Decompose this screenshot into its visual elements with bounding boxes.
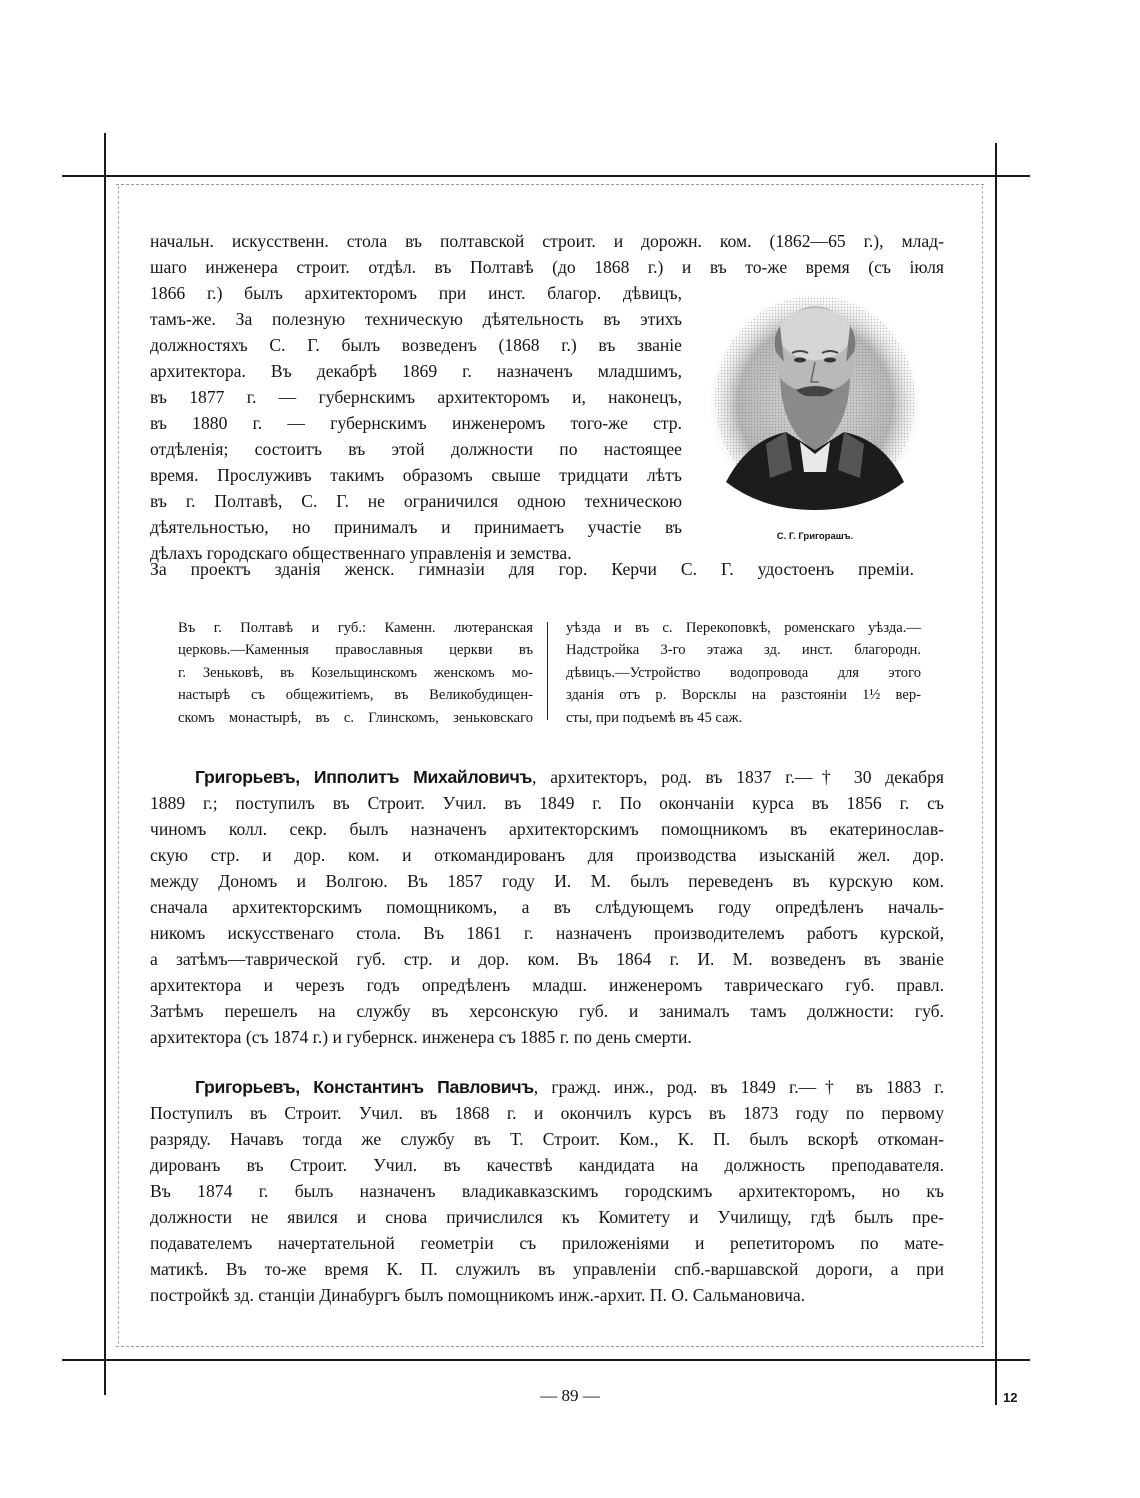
- text-line: въ 1880 г. — губернскимъ инженеромъ того-же стр.: [150, 413, 682, 433]
- text-line: дѣятельностью, но принималъ и принимаетъ участіе въ: [150, 517, 682, 537]
- intro-full-lines: [150, 228, 944, 280]
- text-line: церковь.—Каменныя православныя церкви въ: [178, 642, 533, 659]
- text-line: время. Прослуживъ такимъ образомъ свыше тридцати лѣтъ: [150, 465, 682, 485]
- text-line: разряду. Начавъ тогда же службу въ Т. Строит. Ком., К. П. былъ вскорѣ откоман-: [150, 1129, 944, 1149]
- entry-grigoriev-konstantin: [150, 1074, 944, 1308]
- inner-left-dashed-rule: [118, 186, 119, 1344]
- column-divider: [547, 622, 548, 720]
- text-line: архитектора (съ 1874 г.) и губернск. инженера съ 1885 г. по день смерти.: [150, 1027, 692, 1047]
- entry-first-line-rest: , архитекторъ, род. въ 1837 г.—† 30 декабря: [532, 767, 944, 787]
- text-line: а затѣмъ—таврической губ. стр. и дор. ком. Въ 1864 г. И. М. возведенъ въ званіе: [150, 949, 944, 969]
- inner-top-dashed-rule: [116, 184, 984, 185]
- text-line: За проектъ зданія женск. гимназіи для гор. Керчи С. Г. удостоенъ преміи.: [150, 559, 914, 579]
- text-line: скую стр. и дор. ком. и откомандированъ для производства изысканій жел. дор.: [150, 845, 944, 865]
- portrait-image: [708, 282, 922, 510]
- text-line: постройкѣ зд. станціи Динабургъ былъ помощникомъ инж.-архит. П. О. Сальмановича.: [150, 1285, 806, 1305]
- text-line: сначала архитекторскимъ помощникомъ, а въ слѣдующемъ году опредѣленъ началь-: [150, 897, 944, 917]
- text-line: архитектора и черезъ годъ опредѣленъ младш. инженеромъ таврическаго губ. правл.: [150, 975, 944, 995]
- frame-left-vertical: [104, 133, 106, 1395]
- portrait-caption: С. Г. Григорашъ.: [776, 531, 854, 542]
- text-line: скомъ монастырѣ, въ с. Глинскомъ, зеньковскаго: [178, 709, 533, 726]
- text-line: 1889 г.; поступилъ въ Строит. Учил. въ 1849 г. По окончаніи курса въ 1856 г. съ: [150, 793, 944, 813]
- text-line: Надстройка 3-го этажа зд. инст. благородн.: [566, 642, 921, 659]
- sheet-number: 12: [1003, 1390, 1018, 1405]
- text-line: матикѣ. Въ то-же время К. П. служилъ въ управленіи спб.-варшавской дороги, а при: [150, 1259, 944, 1279]
- text-line: начальн. искусственн. стола въ полтавской строит. и дорожн. ком. (1862—65 г.), млад-: [150, 231, 944, 251]
- text-line: дѣвицъ.—Устройство водопровода для этого: [566, 664, 921, 681]
- text-line: между Дономъ и Волгою. Въ 1857 году И. М. былъ переведенъ въ курскую ком.: [150, 871, 944, 891]
- text-line: чиномъ колл. секр. былъ назначенъ архитекторскимъ помощникомъ въ екатеринослав-: [150, 819, 944, 839]
- frame-right-vertical: [995, 143, 997, 1405]
- text-line: дированъ въ Строит. Учил. въ качествѣ кандидата на должность преподавателя.: [150, 1155, 944, 1175]
- text-line: Въ 1874 г. былъ назначенъ владикавказскимъ городскимъ архитекторомъ, но къ: [150, 1181, 944, 1201]
- entry-first-line: [150, 764, 944, 790]
- entry-grigoriev-ippolit: [150, 764, 944, 1050]
- text-line: дѣлахъ городскаго общественнаго управленія и земства.: [150, 543, 572, 563]
- frame-bottom-rule: [62, 1359, 1030, 1361]
- text-line: уѣзда и въ с. Перекоповкѣ, роменскаго уѣзда.—: [566, 620, 921, 636]
- text-line: Въ г. Полтавѣ и губ.: Каменн. лютеранская: [178, 620, 533, 636]
- text-line: должности не явился и снова причислился къ Комитету и Училищу, гдѣ былъ пре-: [150, 1207, 944, 1227]
- text-line: зданія отъ р. Ворсклы на разстояніи 1½ вер-: [566, 687, 921, 704]
- entry-name: Григорьевъ, Константинъ Павловичъ: [195, 1077, 534, 1097]
- entry-first-line: [150, 1074, 944, 1100]
- text-line: должностяхъ С. Г. былъ возведенъ (1868 г.) въ званіе: [150, 335, 682, 355]
- text-line: въ 1877 г. — губернскимъ архитекторомъ и, наконецъ,: [150, 387, 682, 407]
- text-line: сты, при подъемѣ въ 45 саж.: [566, 709, 743, 726]
- text-line: тамъ-же. За полезную техническую дѣятельность въ этихъ: [150, 309, 682, 329]
- text-line: въ г. Полтавѣ, С. Г. не ограничился одною техническою: [150, 491, 682, 511]
- text-line: настырѣ съ общежитіемъ, въ Великобудищен-: [178, 687, 533, 704]
- entry-first-line-rest: , гражд. инж., род. въ 1849 г.—† въ 1883 г.: [533, 1077, 944, 1097]
- intro-last-line: [150, 556, 914, 582]
- inner-bottom-dashed-rule: [116, 1346, 984, 1347]
- text-line: подавателемъ начертательной геометріи съ приложеніями и репетиторомъ по мате-: [150, 1233, 944, 1253]
- text-line: шаго инженера строит. отдѣл. въ Полтавѣ (до 1868 г.) и въ то-же время (съ іюля: [150, 257, 944, 277]
- text-line: Затѣмъ перешелъ на службу въ херсонскую губ. и занималъ тамъ должности: губ.: [150, 1001, 944, 1021]
- text-line: Поступилъ въ Строит. Учил. въ 1868 г. и окончилъ курсъ въ 1873 году по первому: [150, 1103, 944, 1123]
- text-line: никомъ искусственаго стола. Въ 1861 г. назначенъ производителемъ работъ курской,: [150, 923, 944, 943]
- text-line: г. Зеньковѣ, въ Козельщинскомъ женскомъ мо-: [178, 664, 533, 681]
- works-right-column: [566, 617, 921, 729]
- intro-wrapped-lines: [150, 280, 682, 566]
- page-number: — 89 —: [540, 1386, 600, 1405]
- inner-right-dashed-rule: [982, 186, 983, 1344]
- entry-name: Григорьевъ, Ипполитъ Михайловичъ: [195, 767, 533, 787]
- text-line: 1866 г.) былъ архитекторомъ при инст. благор. дѣвицъ,: [150, 283, 682, 303]
- text-line: архитектора. Въ декабрѣ 1869 г. назначенъ младшимъ,: [150, 361, 682, 381]
- text-line: отдѣленія; состоитъ въ этой должности по настоящее: [150, 439, 682, 459]
- works-left-column: [178, 617, 533, 729]
- frame-top-rule: [62, 175, 1030, 177]
